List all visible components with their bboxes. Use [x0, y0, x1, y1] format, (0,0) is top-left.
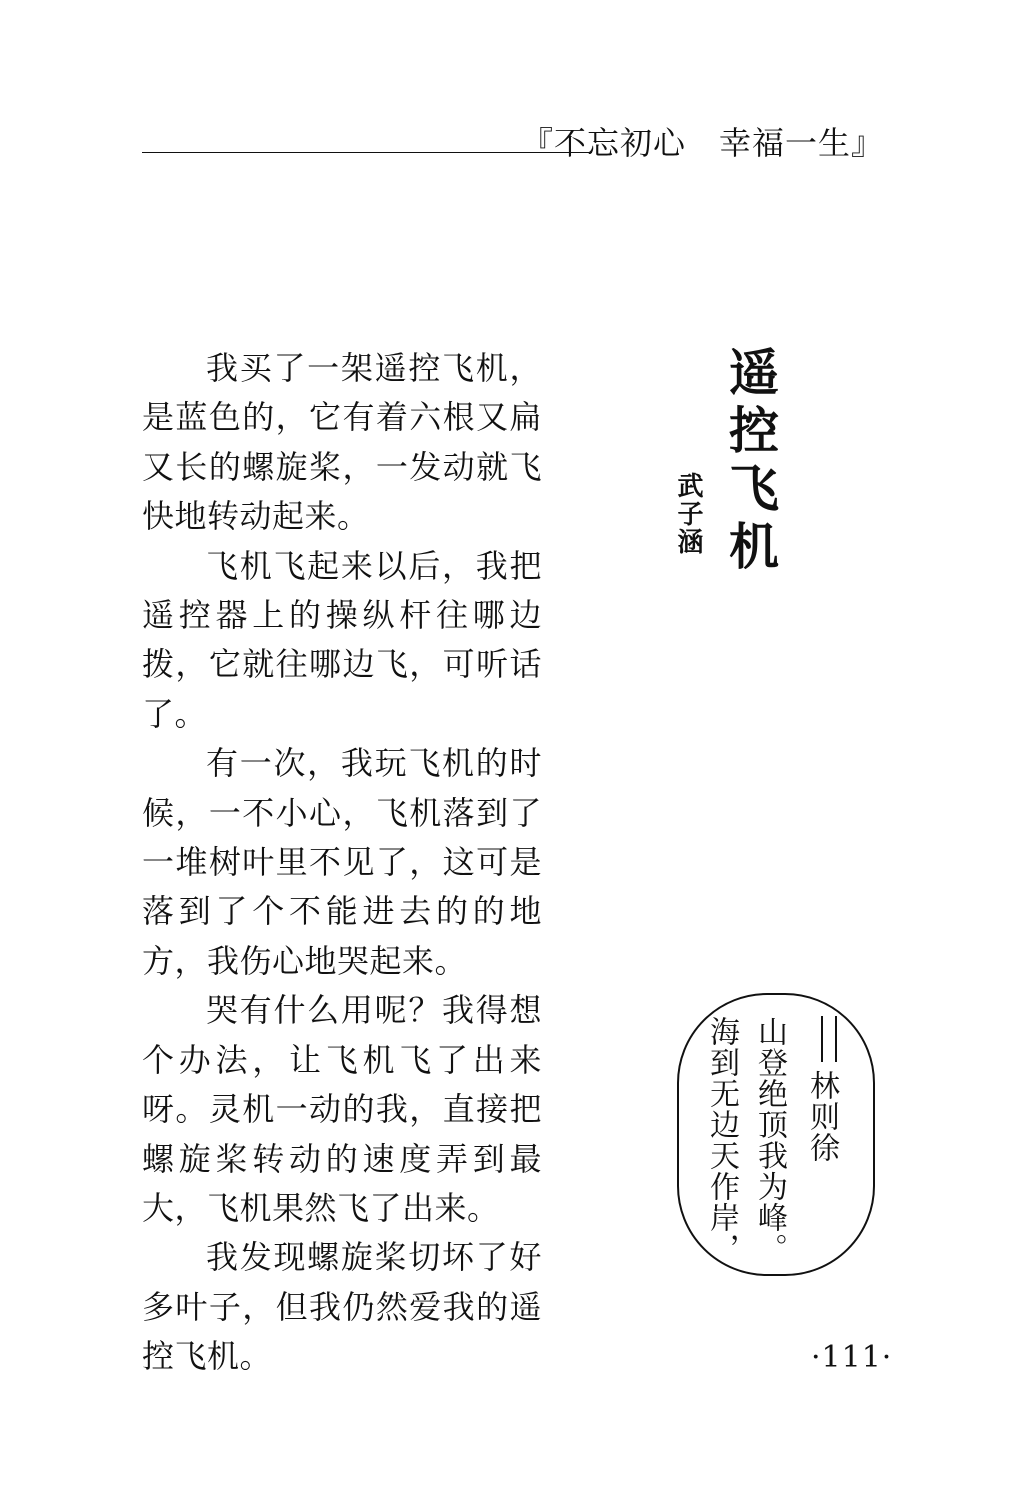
paragraph-2: 飞机飞起来以后，我把遥控器上的操纵杆往哪边拨，它就往哪边飞，可听话了。 [142, 546, 542, 733]
page-number: ·111· [811, 1340, 893, 1375]
quote-line-1: 海到无边天作岸， [704, 1016, 739, 1264]
quote-dash [815, 1016, 845, 1062]
article-body [142, 344, 542, 1382]
paragraph-3: 有一次，我玩飞机的时候，一不小心，飞机落到了一堆树叶里不见了，这可是落到了个不能进去的的地方，我伤心地哭起来。 [142, 744, 542, 980]
article-title: 遥控飞机 [721, 346, 780, 578]
article-author: 武子涵 [673, 472, 703, 556]
header-title: 『不忘初心 幸福一生』 [520, 124, 884, 162]
quote-line-2: 山登绝顶我为峰。 [752, 1016, 787, 1264]
quote-author: 林则徐 [804, 1070, 839, 1163]
paragraph-4: 哭有什么用呢？我得想个办法，让飞机飞了出来呀。灵机一动的我，直接把螺旋桨转动的速度弄到最大，飞机果然飞了出来。 [142, 991, 542, 1227]
paragraph-5: 我发现螺旋桨切坏了好多叶子，但我仍然爱我的遥控飞机。 [142, 1238, 542, 1376]
paragraph-1: 我买了一架遥控飞机，是蓝色的，它有着六根又扁又长的螺旋桨，一发动就飞快地转动起来。 [142, 349, 542, 536]
